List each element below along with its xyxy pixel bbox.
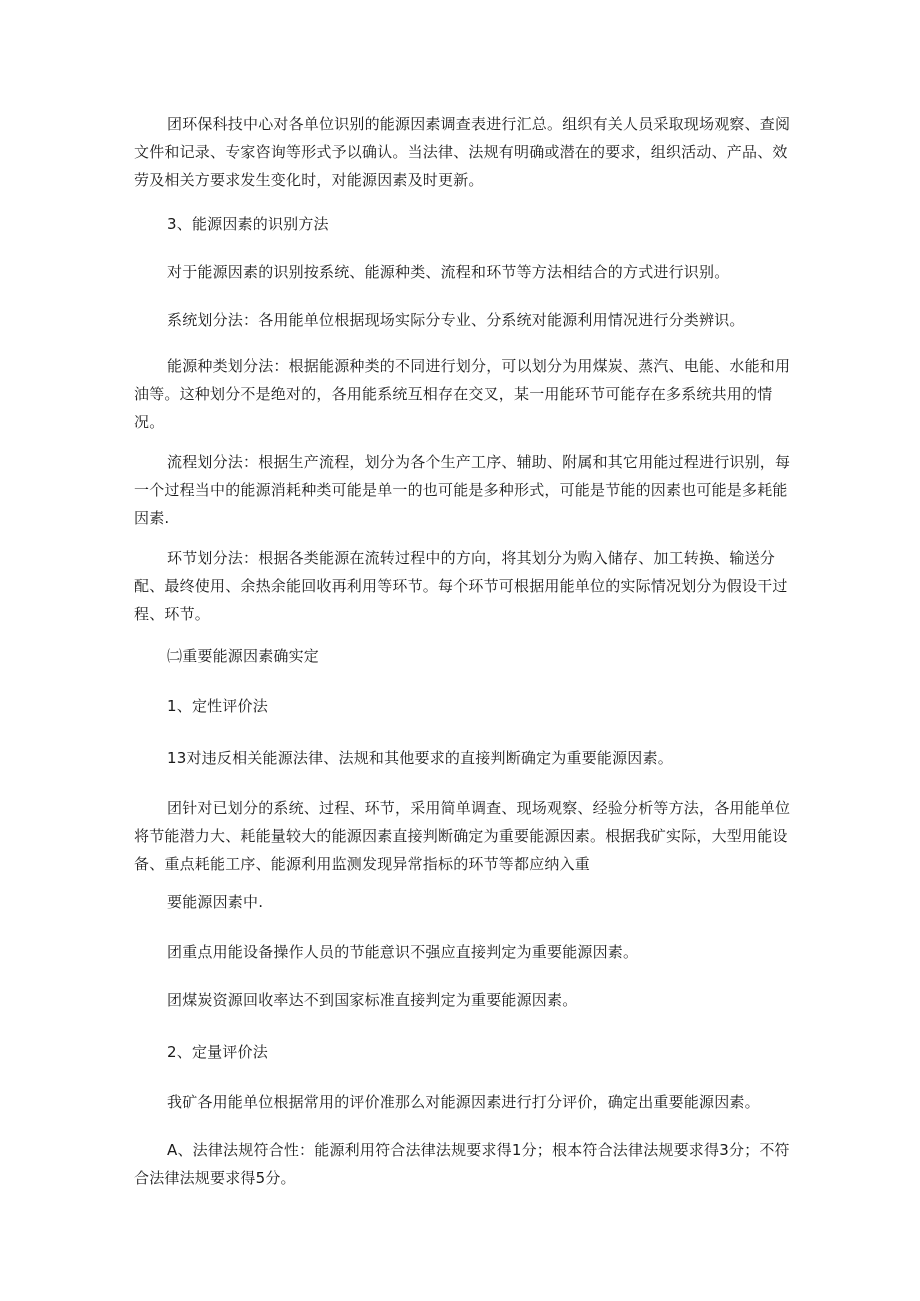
paragraph-coal-recovery: 团煤炭资源回收率达不到国家标准直接判定为重要能源因素。 <box>167 991 578 1009</box>
paragraph-identification-overview: 对于能源因素的识别按系统、能源种类、流程和环节等方法相结合的方式进行识别。 <box>167 263 730 281</box>
paragraph-scoring-evaluation: 我矿各用能单位根据常用的评价准那么对能源因素进行打分评价，确定出重要能源因素。 <box>167 1093 760 1111</box>
paragraph-continuation: 要能源因素中. <box>167 893 264 911</box>
paragraph-energy-type-division: 能源种类划分法：根据能源种类的不同进行划分，可以划分为用煤炭、蒸汽、电能、水能和用油等。这种划分不是绝对的，各用能系统互相存在交叉，某一用能环节可能存在多系统共用的情况。 <box>134 357 791 431</box>
paragraph-stage-division: 环节划分法：根据各类能源在流转过程中的方向，将其划分为购入储存、加工转换、输送分配、最终使用、余热余能回收再利用等环节。每个环节可根据用能单位的实际情况划分为假设干过程、环节。 <box>134 549 788 623</box>
heading-identification-methods: 3、能源因素的识别方法 <box>167 215 329 233</box>
paragraph-process-division: 流程划分法：根据生产流程，划分为各个生产工序、辅助、附属和其它用能过程进行识别，每一个过程当中的能源消耗种类可能是单一的也可能是多种形式，可能是节能的因素也可能是多耗能因素. <box>134 453 791 527</box>
paragraph-summary-review: 团环保科技中心对各单位识别的能源因素调查表进行汇总。组织有关人员采取现场观察、查阅文件和记录、专家咨询等形式予以确认。当法律、法规有明确或潜在的要求，组织活动、产品、效劳及相关方要求发生变化时，对能源因素及时更新。 <box>134 115 791 189</box>
paragraph-law-violation: 13对违反相关能源法律、法规和其他要求的直接判断确定为重要能源因素。 <box>167 749 673 767</box>
heading-important-factors: ㈡重要能源因素确实定 <box>167 647 320 665</box>
heading-quantitative-method: 2、定量评价法 <box>167 1043 268 1061</box>
paragraph-system-division: 系统划分法：各用能单位根据现场实际分专业、分系统对能源利用情况进行分类辨识。 <box>167 311 745 329</box>
paragraph-legal-compliance: A、法律法规符合性：能源利用符合法律法规要求得1分；根本符合法律法规要求得3分；不符合法律法规要求得5分。 <box>134 1141 790 1187</box>
heading-qualitative-method: 1、定性评价法 <box>167 697 268 715</box>
paragraph-operator-awareness: 团重点用能设备操作人员的节能意识不强应直接判定为重要能源因素。 <box>167 943 639 961</box>
paragraph-direct-judgment: 团针对已划分的系统、过程、环节，采用简单调查、现场观察、经验分析等方法，各用能单位将节能潜力大、耗能量较大的能源因素直接判断确定为重要能源因素。根据我矿实际，大型用能设备、重点耗能工序、能源利用监测发现异常指标的环节等都应纳入重 <box>134 799 791 873</box>
